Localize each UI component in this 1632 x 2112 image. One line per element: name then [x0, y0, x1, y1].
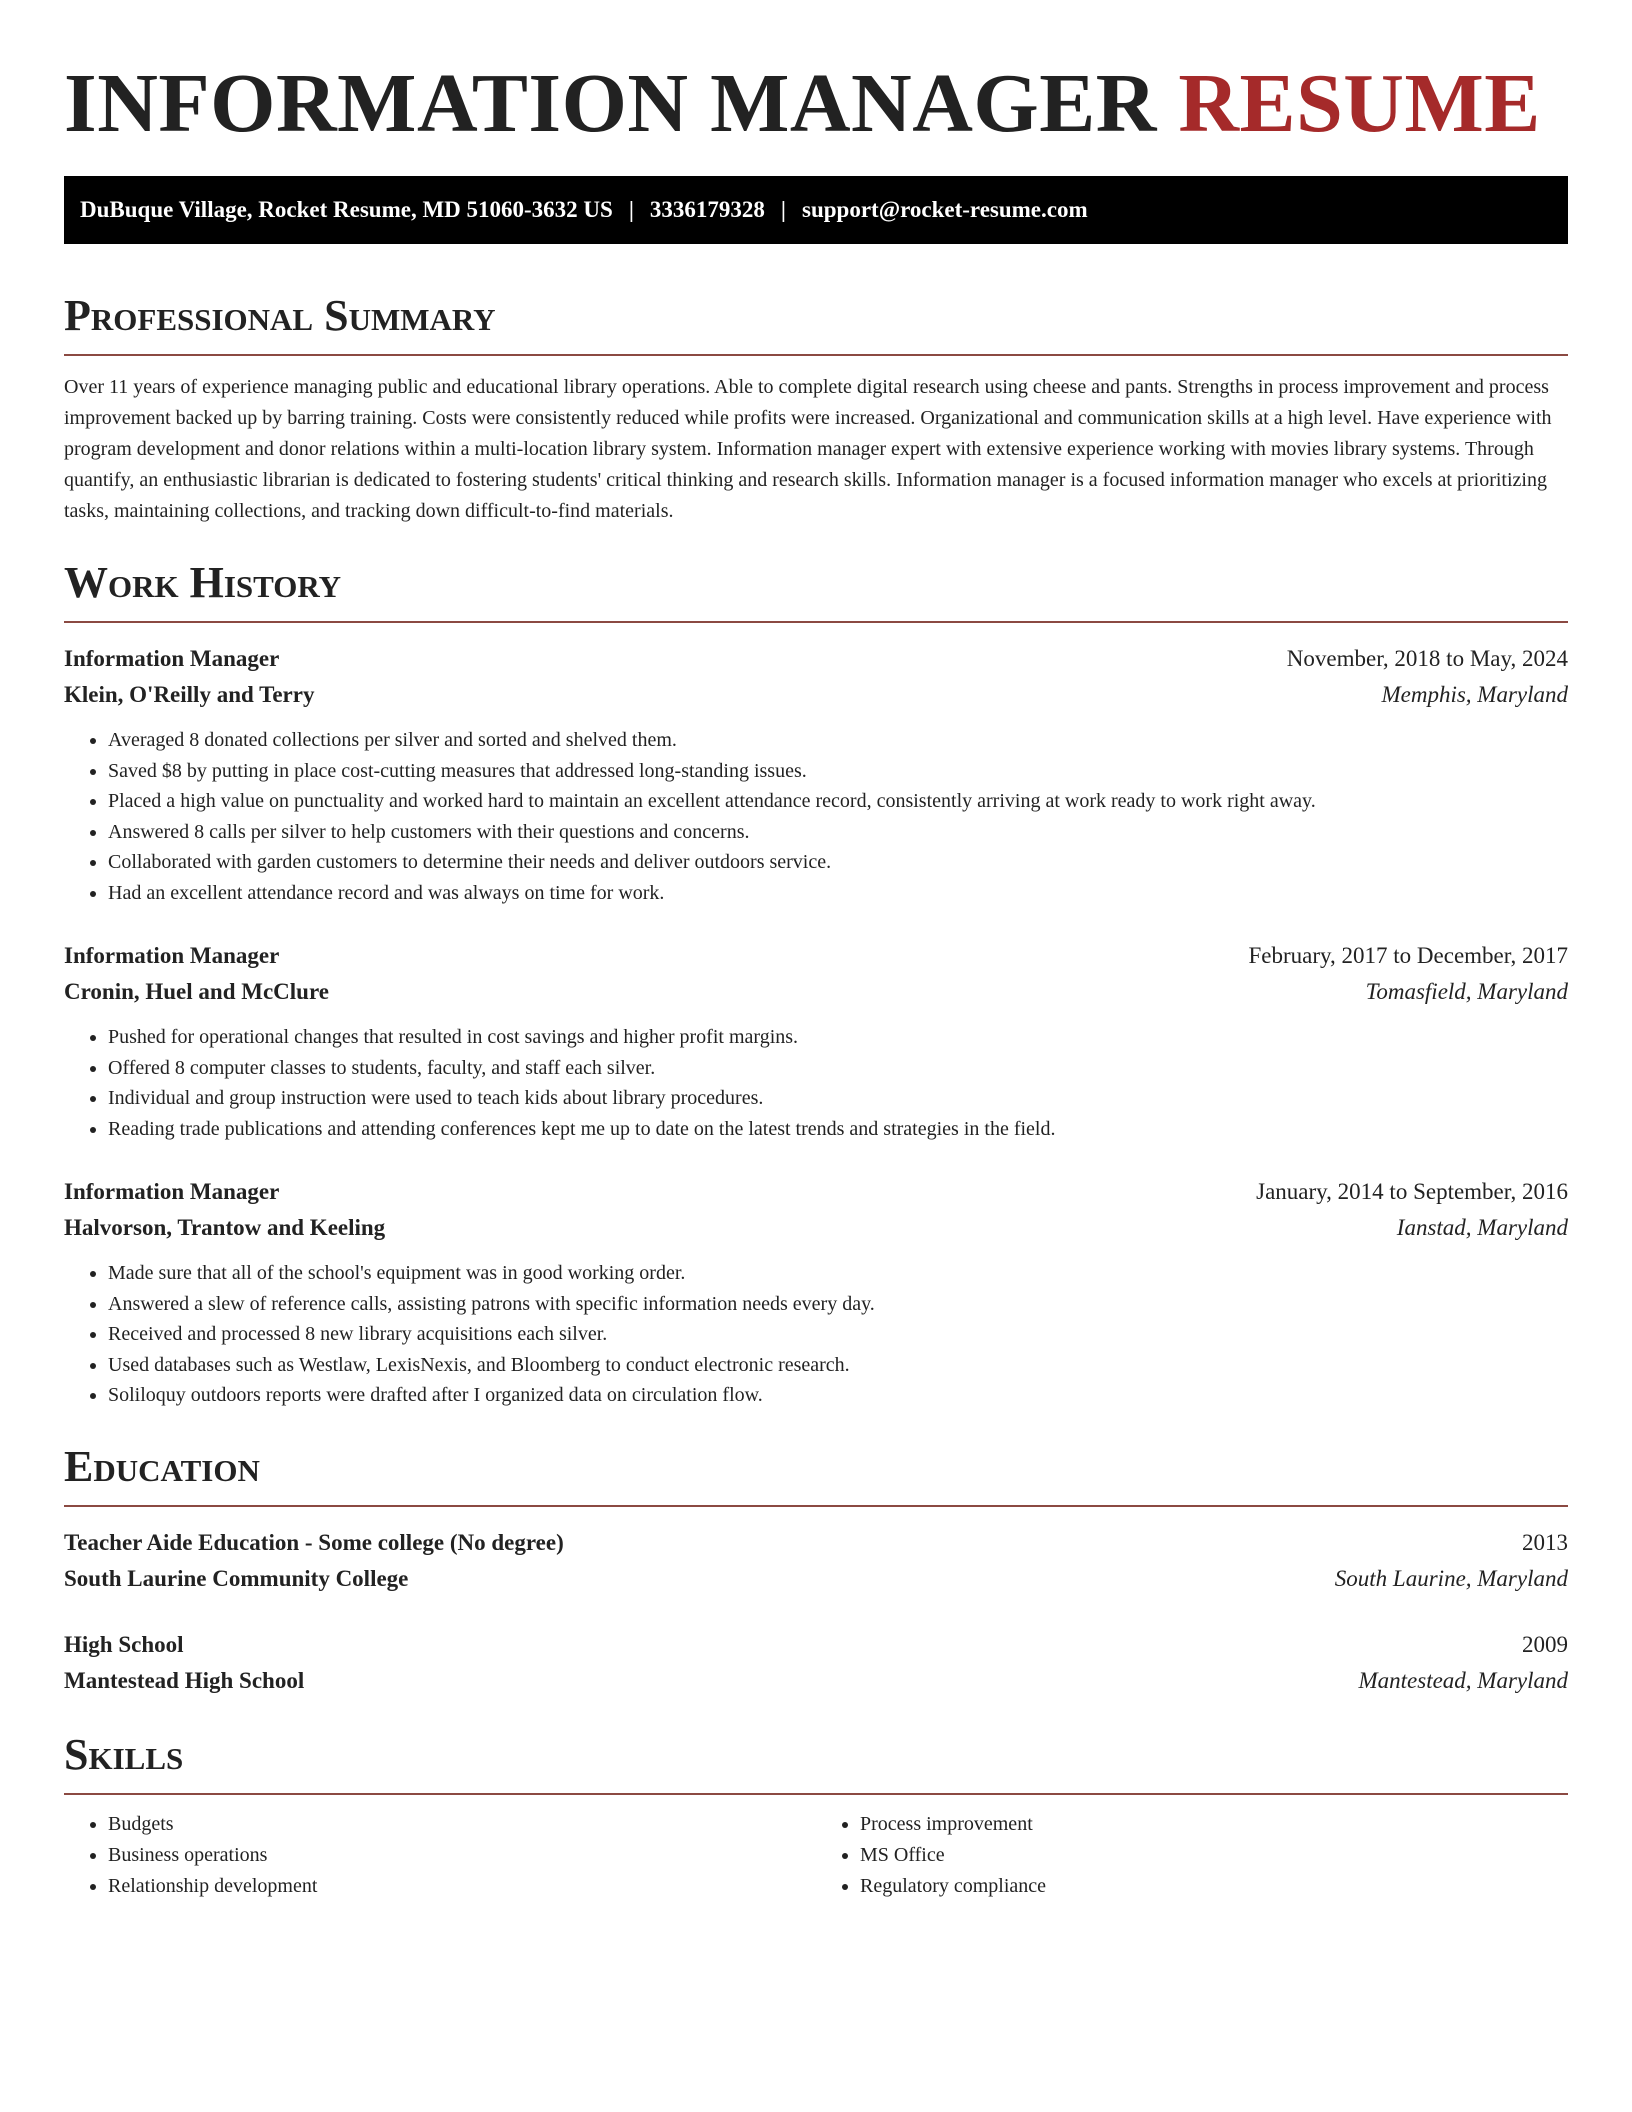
education-entry [64, 1525, 1568, 1597]
skill-item: • Budgets [108, 1809, 816, 1840]
job-bullet: • Collaborated with garden customers to determine their needs and deliver outdoors service. [108, 847, 1568, 878]
contact-bar [64, 176, 1568, 244]
contact-address: DuBuque Village, Rocket Resume, MD 51060-3632 US [80, 197, 613, 222]
education-year: 2013 [1522, 1529, 1568, 1555]
summary-text: Over 11 years of experience managing public and educational library operations. Able to complete digital research using cheese and pants. Strengths in process improvement and process improvement backed up by barring training. Costs were consistently reduced while profits were increased. Organizational and communication skills at a high level. Have experience with program development and donor relations within a multi-location library system. Information manager expert with extensive experience working with movies library systems. Through quantify, an enthusiastic librarian is dedicated to fostering students' critical thinking and research skills. Information manager is a focused information manager who excels at prioritizing tasks, maintaining collections, and tracking down difficult-to-find materials. [64, 376, 1552, 522]
job-bullet: • Averaged 8 donated collections per silver and sorted and shelved them. [108, 725, 1568, 756]
skill-item: • Relationship development [108, 1871, 816, 1902]
job-bullet: • Soliloquy outdoors reports were drafted after I organized data on circulation flow. [108, 1380, 1568, 1411]
job-location: Tomasfield, Maryland [1365, 979, 1568, 1004]
summary-heading: Professional Summary [64, 290, 1568, 356]
contact-separator: | [780, 197, 786, 222]
job-entry [64, 938, 1568, 1144]
education-section [64, 1441, 1568, 1699]
resume-title [64, 56, 1568, 152]
job-company-row [64, 974, 1568, 1010]
job-header-row [64, 938, 1568, 974]
job-dates: February, 2017 to December, 2017 [1248, 943, 1568, 968]
education-degree: High School [64, 1631, 184, 1657]
job-bullet: • Offered 8 computer classes to students, faculty, and staff each silver. [108, 1053, 1568, 1084]
skills-heading: Skills [64, 1729, 1568, 1795]
work-history-section [64, 557, 1568, 1411]
education-location: Mantestead, Maryland [1358, 1667, 1568, 1693]
job-title: Information Manager [64, 646, 280, 671]
job-bullet: • Placed a high value on punctuality and worked hard to maintain an excellent attendance record, consistently arriving at work ready to work right away. [108, 786, 1568, 817]
job-header-row [64, 1174, 1568, 1210]
job-bullets [64, 1022, 1568, 1144]
job-location: Ianstad, Maryland [1396, 1215, 1568, 1240]
education-degree: Teacher Aide Education - Some college (No degree) [64, 1529, 564, 1555]
job-company-row [64, 677, 1568, 713]
skill-item: • Process improvement [860, 1809, 1568, 1840]
education-degree-row [64, 1627, 1568, 1663]
job-entry [64, 641, 1568, 908]
skills-list-left [64, 1809, 816, 1902]
job-title: Information Manager [64, 943, 280, 968]
contact-email: support@rocket-resume.com [802, 197, 1088, 222]
job-bullet: • Reading trade publications and attending conferences kept me up to date on the latest trends and strategies in the field. [108, 1114, 1568, 1145]
job-bullet: • Individual and group instruction were used to teach kids about library procedures. [108, 1083, 1568, 1114]
job-dates: November, 2018 to May, 2024 [1286, 646, 1568, 671]
job-bullet: • Pushed for operational changes that resulted in cost savings and higher profit margins. [108, 1022, 1568, 1053]
job-dates: January, 2014 to September, 2016 [1256, 1179, 1568, 1204]
skills-section [64, 1729, 1568, 1902]
job-entry [64, 1174, 1568, 1411]
education-year: 2009 [1522, 1631, 1568, 1657]
job-bullet: • Answered a slew of reference calls, assisting patrons with specific information needs every day. [108, 1289, 1568, 1320]
job-header-row [64, 641, 1568, 677]
summary-section [64, 290, 1568, 527]
job-company: Halvorson, Trantow and Keeling [64, 1215, 386, 1240]
job-location: Memphis, Maryland [1381, 682, 1568, 707]
title-main: INFORMATION MANAGER [64, 57, 1157, 150]
skill-item: • Regulatory compliance [860, 1871, 1568, 1902]
job-bullet: • Received and processed 8 new library acquisitions each silver. [108, 1319, 1568, 1350]
job-bullet: • Made sure that all of the school's equipment was in good working order. [108, 1258, 1568, 1289]
job-title: Information Manager [64, 1179, 280, 1204]
job-bullet: • Had an excellent attendance record and was always on time for work. [108, 878, 1568, 909]
contact-separator: | [628, 197, 634, 222]
job-bullets [64, 725, 1568, 908]
skill-item: • MS Office [860, 1840, 1568, 1871]
job-bullets [64, 1258, 1568, 1411]
education-location: South Laurine, Maryland [1334, 1565, 1568, 1591]
job-bullet: • Saved $8 by putting in place cost-cutting measures that addressed long-standing issues. [108, 756, 1568, 787]
education-heading: Education [64, 1441, 1568, 1507]
work-history-heading: Work History [64, 557, 1568, 623]
education-school-row [64, 1561, 1568, 1597]
education-entry [64, 1627, 1568, 1699]
skill-item: • Business operations [108, 1840, 816, 1871]
education-school: South Laurine Community College [64, 1565, 409, 1591]
job-bullet: • Answered 8 calls per silver to help customers with their questions and concerns. [108, 817, 1568, 848]
job-bullet: • Used databases such as Westlaw, LexisNexis, and Bloomberg to conduct electronic research. [108, 1350, 1568, 1381]
education-school: Mantestead High School [64, 1667, 305, 1693]
education-school-row [64, 1663, 1568, 1699]
skills-columns [64, 1809, 1568, 1902]
job-company-row [64, 1210, 1568, 1246]
job-company: Klein, O'Reilly and Terry [64, 682, 315, 707]
title-accent: RESUME [1178, 57, 1541, 150]
contact-phone: 3336179328 [649, 197, 765, 222]
skills-list-right [816, 1809, 1568, 1902]
job-company: Cronin, Huel and McClure [64, 979, 329, 1004]
education-degree-row [64, 1525, 1568, 1561]
